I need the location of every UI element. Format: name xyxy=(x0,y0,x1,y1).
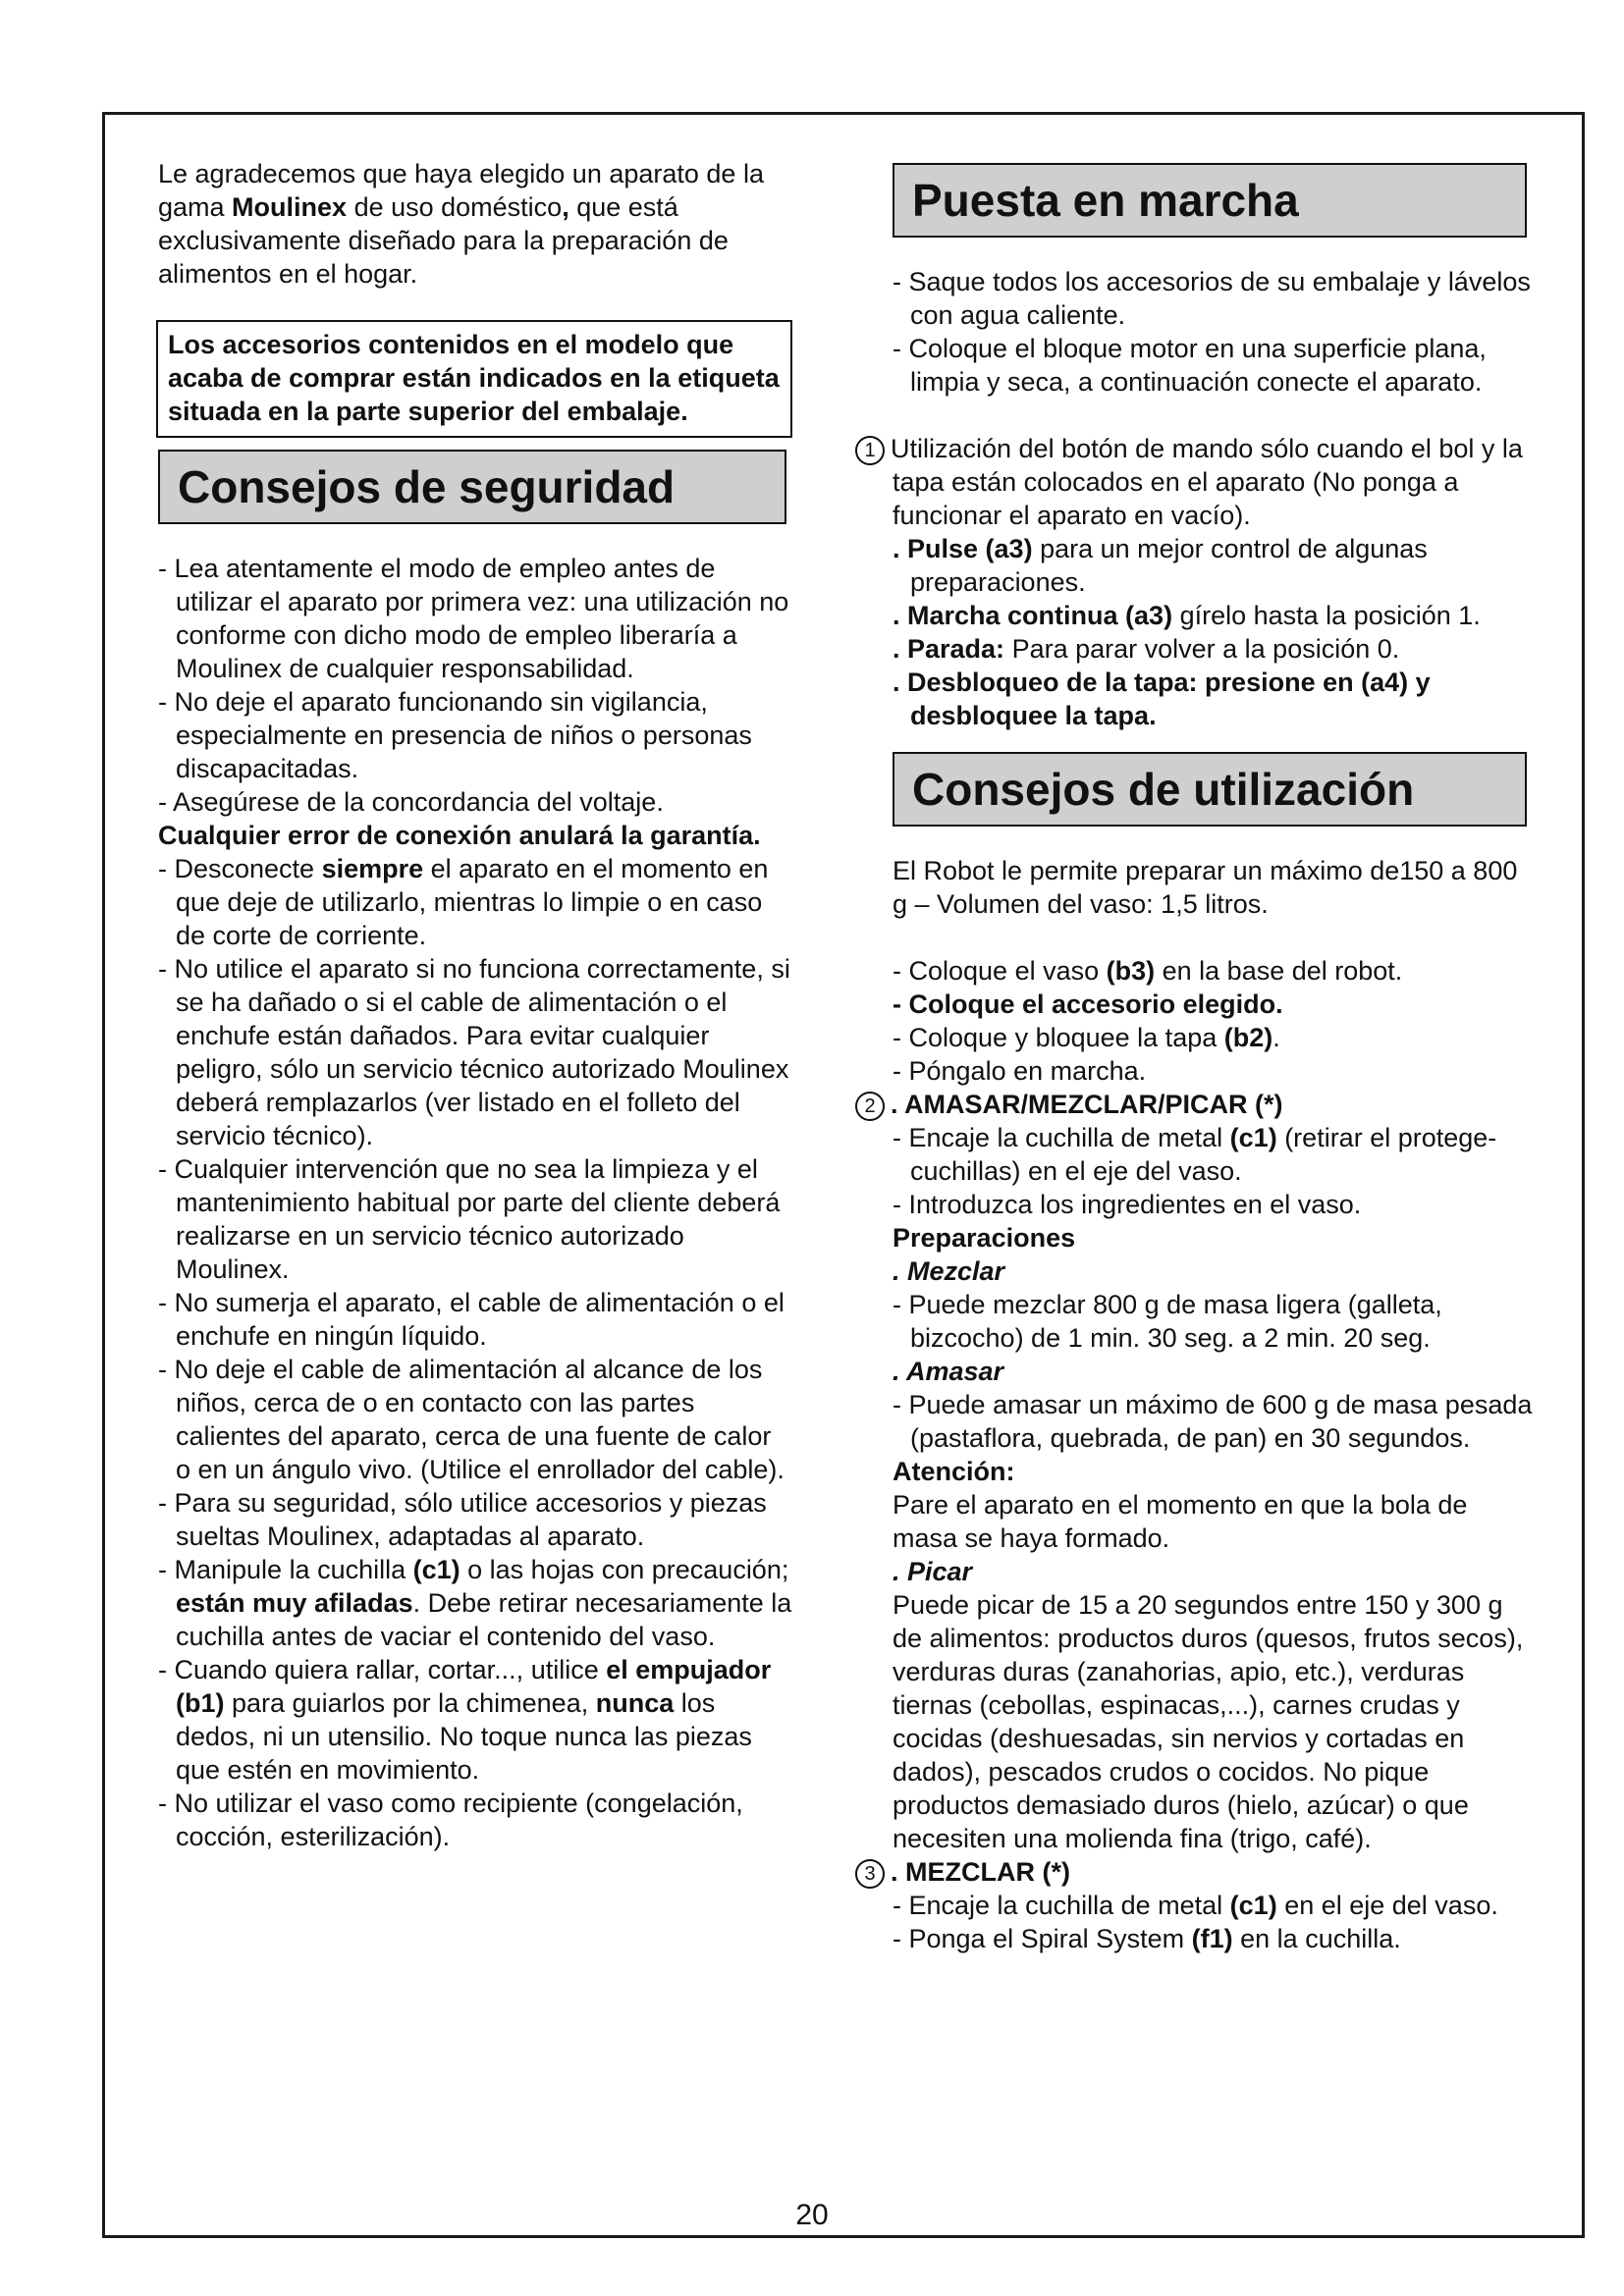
page-number: 20 xyxy=(795,2199,829,2231)
safety-item: - Lea atentamente el modo de empleo antes de utilizar el aparato por primera vez: una utilización no conforme con dicho modo de empleo liberaría a Moulinex de cualquier responsabilidad. xyxy=(158,554,789,683)
safety-item: - No utilizar el vaso como recipiente (congelación, cocción, esterilización). xyxy=(158,1789,743,1851)
startup-item: - Saque todos los accesorios de su embalaje y lávelos con agua caliente. xyxy=(893,267,1531,330)
safety-item: - No sumerja el aparato, el cable de alimentación o el enchufe en ningún líquido. xyxy=(158,1288,785,1351)
control-item: . Parada: Para parar volver a la posición 0. xyxy=(893,634,1400,664)
safety-item: - Cualquier intervención que no sea la limpieza y el mantenimiento habitual por parte del cliente deberá realizarse en un servicio técnico autorizado Moulinex. xyxy=(158,1154,781,1284)
control-item: . Pulse (a3) para un mejor control de algunas preparaciones. xyxy=(893,534,1428,597)
usage-step: - Póngalo en marcha. xyxy=(893,1056,1147,1086)
safety-item: - Manipule la cuchilla (c1) o las hojas con precaución; están muy afiladas. Debe retirar necesariamente la cuchilla antes de vaciar el contenido del vaso. xyxy=(158,1555,792,1651)
step-number-3-icon: 3 xyxy=(855,1859,885,1889)
knead-mix-chop-heading: 2 . AMASAR/MEZCLAR/PICAR (*) xyxy=(893,1088,1533,1121)
safety-item: - Asegúrese de la concordancia del voltaje. xyxy=(158,787,664,817)
right-column xyxy=(864,163,1533,1955)
left-column xyxy=(158,157,792,1853)
control-item: . Desbloqueo de la tapa: presione en (a4) y desbloquee la tapa. xyxy=(893,667,1431,730)
safety-item: - No deje el aparato funcionando sin vigilancia, especialmente en presencia de niños o personas discapacitadas. xyxy=(158,687,752,783)
usage-step: - Ponga el Spiral System (f1) en la cuchilla. xyxy=(893,1924,1401,1953)
safety-item: - No utilice el aparato si no funciona correctamente, si se ha dañado o si el cable de alimentación o el enchufe están dañados. Para evitar cualquier peligro, sólo un servicio técnico autorizado Moulinex deberá remplazarlos (ver listado en el folleto del servicio técnico). xyxy=(158,954,790,1150)
mix-subheading: . Mezclar xyxy=(893,1256,1005,1286)
usage-step: - Encaje la cuchilla de metal (c1) (retirar el protege-cuchillas) en el eje del vaso. xyxy=(893,1123,1497,1186)
attention-text: Pare el aparato en el momento en que la bola de masa se haya formado. xyxy=(893,1490,1468,1553)
usage-step: - Coloque y bloquee la tapa (b2). xyxy=(893,1023,1280,1052)
mix-heading: 3 . MEZCLAR (*) xyxy=(893,1855,1533,1889)
capacity-paragraph: El Robot le permite preparar un máximo de150 a 800 g – Volumen del vaso: 1,5 litros. xyxy=(893,856,1518,919)
safety-list xyxy=(158,552,792,1853)
usage-step: - Coloque el accesorio elegido. xyxy=(893,989,1283,1019)
control-button-paragraph: 1 Utilización del botón de mando sólo cuando el bol y la tapa están colocados en el aparato (No ponga a funcionar el aparato en vacío). xyxy=(893,432,1533,532)
control-item: . Marcha continua (a3) gírelo hasta la posición 1. xyxy=(893,601,1481,630)
chop-subheading: . Picar xyxy=(893,1557,973,1586)
intro-paragraph: Le agradecemos que haya elegido un aparato de la gama Moulinex de uso doméstico, que está exclusivamente diseñado para la preparación de alimentos en el hogar. xyxy=(158,159,764,289)
safety-item: - No deje el cable de alimentación al alcance de los niños, cerca de o en contacto con las partes calientes del aparato, cerca de una fuente de calor o en un ángulo vivo. (Utilice el enrollador del cable). xyxy=(158,1355,785,1484)
warranty-warning: Cualquier error de conexión anulará la garantía. xyxy=(158,821,761,850)
usage-step: - Encaje la cuchilla de metal (c1) en el eje del vaso. xyxy=(893,1891,1498,1920)
usage-step: - Coloque el vaso (b3) en la base del robot. xyxy=(893,956,1403,986)
knead-text: - Puede amasar un máximo de 600 g de masa pesada (pastaflora, quebrada, de pan) en 30 segundos. xyxy=(893,1390,1533,1453)
preparations-heading: Preparaciones xyxy=(893,1223,1076,1253)
startup-heading: Puesta en marcha xyxy=(893,163,1527,238)
safety-item: - Cuando quiera rallar, cortar..., utilice el empujador (b1) para guiarlos por la chimenea, nunca los dedos, ni un utensilio. No toque nunca las piezas que estén en movimiento. xyxy=(158,1655,772,1785)
step-number-2-icon: 2 xyxy=(855,1092,885,1121)
mix-text: - Puede mezclar 800 g de masa ligera (galleta, bizcocho) de 1 min. 30 seg. a 2 min. 20 seg. xyxy=(893,1290,1442,1353)
usage-step: - Introduzca los ingredientes en el vaso. xyxy=(893,1190,1362,1219)
safety-item: - Desconecte siempre el aparato en el momento en que deje de utilizarlo, mientras lo limpie o en caso de corte de corriente. xyxy=(158,854,769,950)
knead-subheading: . Amasar xyxy=(893,1357,1004,1386)
safety-item: - Para su seguridad, sólo utilice accesorios y piezas sueltas Moulinex, adaptadas al aparato. xyxy=(158,1488,767,1551)
step-number-1-icon: 1 xyxy=(855,436,885,465)
startup-item: - Coloque el bloque motor en una superficie plana, limpia y seca, a continuación conecte el aparato. xyxy=(893,334,1487,397)
safety-heading: Consejos de seguridad xyxy=(158,450,786,524)
chop-text: Puede picar de 15 a 20 segundos entre 150 y 300 g de alimentos: productos duros (quesos, frutos secos), verduras duras (zanahorias, apio, etc.), verduras tiernas (cebollas, espinacas,...), carnes crudas y cocidas (deshuesadas, sin nervios y cortadas en dados), pescados crudos o cocidos. No pique productos demasiado duros (hielo, azúcar) o que necesiten una molienda fina (trigo, café). xyxy=(893,1590,1524,1853)
brand-name: Moulinex xyxy=(232,192,348,222)
attention-heading: Atención: xyxy=(893,1457,1015,1486)
accessories-notice-box: Los accesorios contenidos en el modelo que acaba de comprar están indicados en la etiqueta situada en la parte superior del embalaje. xyxy=(156,320,792,438)
usage-heading: Consejos de utilización xyxy=(893,752,1527,827)
